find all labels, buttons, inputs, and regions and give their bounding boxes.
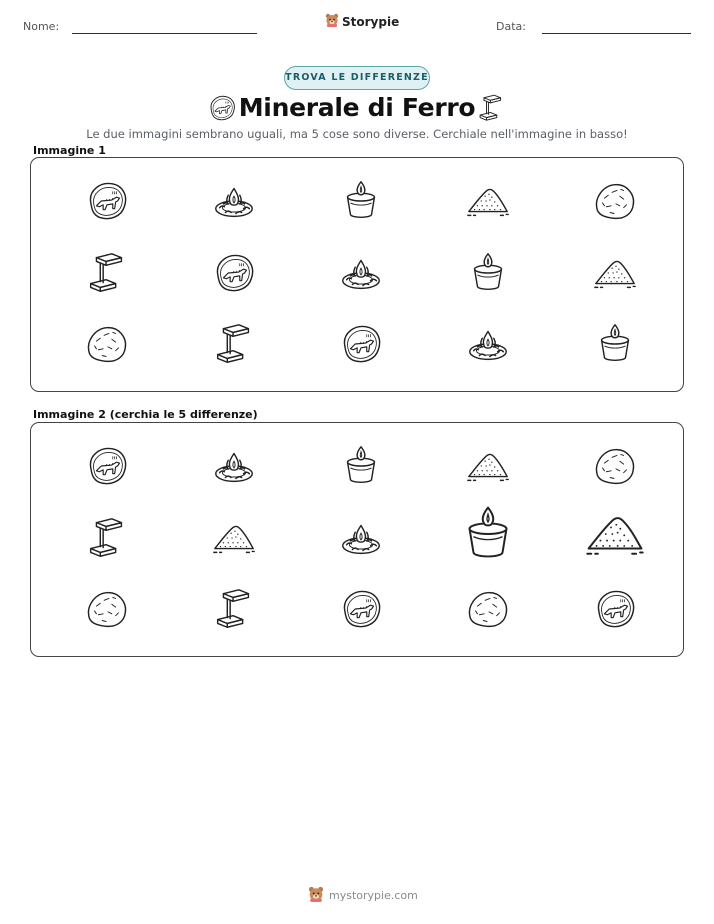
footer xyxy=(308,886,418,905)
campfire-icon[interactable] xyxy=(210,442,258,490)
fossil-rock-icon[interactable] xyxy=(83,442,131,490)
crucible-icon xyxy=(337,177,385,225)
fossil-rock-icon xyxy=(210,249,258,297)
rock-icon xyxy=(591,177,639,225)
iron-beam-icon xyxy=(475,92,507,129)
name-line[interactable] xyxy=(72,33,257,34)
rock-icon xyxy=(83,320,131,368)
page-title: Minerale di Ferro xyxy=(238,93,476,122)
image1-panel xyxy=(30,157,684,392)
campfire-icon xyxy=(210,177,258,225)
image1-label: Immagine 1 xyxy=(33,144,106,157)
rock-icon[interactable] xyxy=(591,442,639,490)
crucible-icon xyxy=(591,320,639,368)
rock-icon[interactable] xyxy=(464,585,512,633)
crucible-icon[interactable] xyxy=(337,442,385,490)
iron-beam-icon xyxy=(83,249,131,297)
image2-label: Immagine 2 (cerchia le 5 differenze) xyxy=(33,408,258,421)
fossil-rock-icon xyxy=(83,177,131,225)
bear-mascot-icon xyxy=(308,886,324,905)
ore-pile-icon[interactable] xyxy=(210,514,258,562)
iron-beam-icon[interactable] xyxy=(210,585,258,633)
fossil-rock-icon[interactable] xyxy=(337,585,385,633)
instructions: Le due immagini sembrano uguali, ma 5 cose sono diverse. Cerchiale nell'immagine in basso! xyxy=(86,127,628,141)
ore-pile-icon[interactable] xyxy=(582,501,648,567)
iron-beam-icon[interactable] xyxy=(83,514,131,562)
campfire-icon xyxy=(464,320,512,368)
iron-beam-icon xyxy=(210,320,258,368)
fossil-rock-icon xyxy=(337,320,385,368)
fossil-rock-icon[interactable] xyxy=(591,585,639,633)
ore-pile-icon xyxy=(464,177,512,225)
brand-name: Storypie xyxy=(342,14,400,29)
image2-panel[interactable] xyxy=(30,422,684,657)
footer-site: mystorypie.com xyxy=(329,889,418,902)
crucible-icon[interactable] xyxy=(455,501,521,567)
campfire-icon xyxy=(337,249,385,297)
campfire-icon[interactable] xyxy=(337,514,385,562)
name-label: Nome: xyxy=(23,20,60,33)
crucible-icon xyxy=(464,249,512,297)
ore-pile-icon[interactable] xyxy=(464,442,512,490)
worksheet-type-badge: TROVA LE DIFFERENZE xyxy=(284,66,430,90)
date-label: Data: xyxy=(496,20,526,33)
date-line[interactable] xyxy=(542,33,691,34)
brand-logo xyxy=(325,13,399,30)
title-row xyxy=(0,90,714,126)
ore-pile-icon xyxy=(591,249,639,297)
bear-mascot-icon xyxy=(325,13,339,30)
rock-icon[interactable] xyxy=(83,585,131,633)
